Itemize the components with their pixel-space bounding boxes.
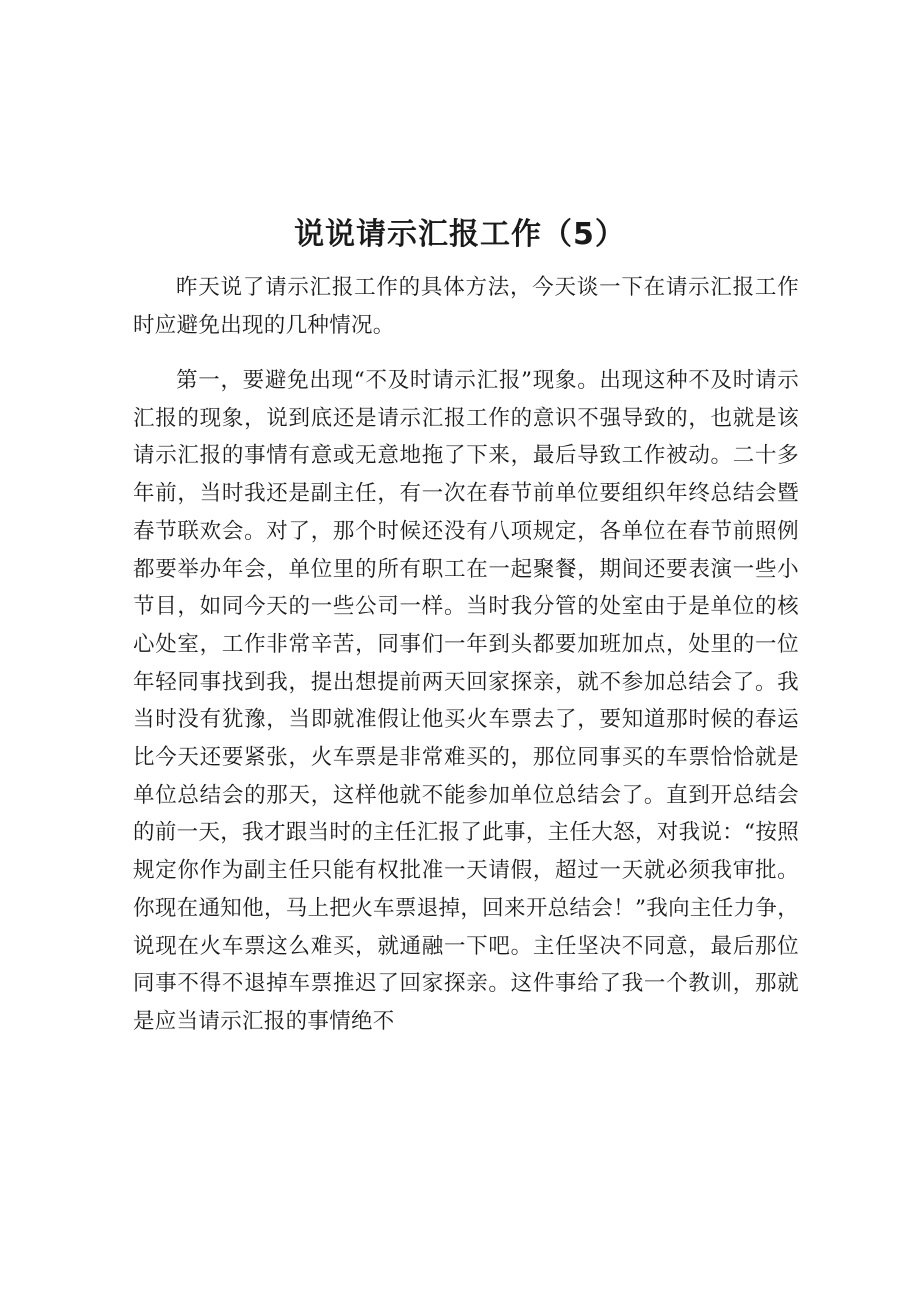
paragraph-intro: 昨天说了请示汇报工作的具体方法，今天谈一下在请示汇报工作时应避免出现的几种情况。 <box>133 275 799 338</box>
document-title: 说说请示汇报工作（5） <box>294 217 626 252</box>
paragraph-first-point: 第一，要避免出现“不及时请示汇报”现象。出现这种不及时请示汇报的现象，说到底还是请示汇报工作的意识不强导致的，也就是该请示汇报的事情有意或无意地拖了下来，最后导致工作被动。二十多年前，当时我还是副主任，有一次在春节前单位要组织年终总结会暨春节联欢会。对了，那个时候还没有八项规定，各单位在春节前照例都要举办年会，单位里的所有职工在一起聚餐，期间还要表演一些小节目，如同今天的一些公司一样。当时我分管的处室由于是单位的核心处室，工作非常辛苦，同事们一年到头都要加班加点，处里的一位年轻同事找到我，提出想提前两天回家探亲，就不参加总结会了。我当时没有犹豫，当即就准假让他买火车票去了，要知道那时候的春运比今天还要紧张，火车票是非常难买的，那位同事买的车票恰恰就是单位总结会的那天，这样他就不能参加单位总结会了。直到开总结会的前一天，我才跟当时的主任汇报了此事，主任大怒，对我说：“按照规定你作为副主任只能有权批准一天请假，超过一天就必须我审批。你现在通知他，马上把火车票退掉，回来开总结会！”我向主任力争，说现在火车票这么难买，就通融一下吧。主任坚决不同意，最后那位同事不得不退掉车票推迟了回家探亲。这件事给了我一个教训，那就是应当请示汇报的事情绝不 <box>133 368 799 1034</box>
